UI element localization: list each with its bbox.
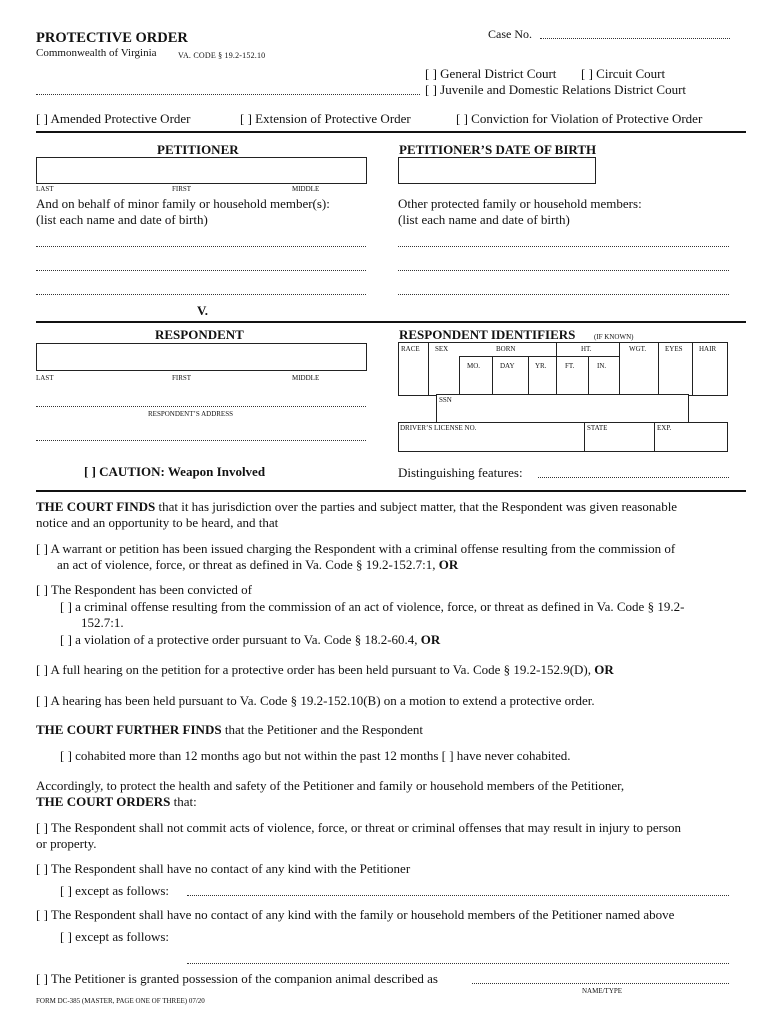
sex-col: SEX [435, 345, 449, 353]
mo-col: MO. [467, 362, 481, 370]
finding-warrant[interactable]: [ ] A warrant or petition has been issued charging the Respondent with a criminal offense resulting from the commission of [36, 541, 676, 556]
versus-label: V. [197, 303, 208, 318]
divider [36, 490, 746, 492]
order-except-petitioner[interactable]: [ ] except as follows: [60, 883, 170, 898]
finding-conviction-violation[interactable]: [ ] a violation of a protective order pursuant to Va. Code § 18.2-60.4, OR [60, 632, 441, 647]
distinguishing-features-label: Distinguishing features: [398, 465, 523, 480]
table-rule [459, 356, 619, 357]
ssn-label: SSN [439, 396, 452, 404]
other-member-line[interactable] [398, 294, 729, 295]
divider [36, 131, 746, 133]
distinguishing-features-field[interactable] [538, 477, 729, 478]
table-rule [619, 342, 620, 395]
order-companion-animal[interactable]: [ ] The Petitioner is granted possession of the companion animal described as [36, 971, 438, 986]
court-further-finds: THE COURT FURTHER FINDS that the Petitioner and the Respondent [36, 722, 424, 737]
companion-animal-field[interactable] [472, 983, 729, 984]
petitioner-last-label: LAST [36, 185, 54, 193]
court-circuit[interactable]: [ ] Circuit Court [581, 66, 666, 81]
jurisdiction-label: Commonwealth of Virginia [36, 47, 157, 59]
finding-warrant-2: an act of violence, force, or threat as defined in Va. Code § 19.2-152.7:1, OR [57, 557, 459, 572]
yr-col: YR. [535, 362, 547, 370]
table-rule [459, 356, 460, 395]
minor-member-line[interactable] [36, 270, 366, 271]
respondent-middle-label: MIDDLE [292, 374, 320, 382]
table-rule [588, 356, 589, 395]
order-no-contact-petitioner[interactable]: [ ] The Respondent shall have no contact of any kind with the Petitioner [36, 861, 411, 876]
state-label: STATE [587, 424, 608, 432]
court-finds-intro: THE COURT FINDS that it has jurisdiction over the parties and subject matter, that the Respondent was given reasonable [36, 499, 678, 514]
order-except-family[interactable]: [ ] except as follows: [60, 929, 170, 944]
name-type-label: NAME/TYPE [582, 987, 623, 995]
case-no-label: Case No. [488, 27, 532, 41]
table-rule [528, 356, 529, 395]
finding-conviction-offense[interactable]: [ ] a criminal offense resulting from the commission of an act of violence, force, or threat as defined in Va. Code § 19.2- [60, 599, 685, 614]
minor-member-line[interactable] [36, 294, 366, 295]
petitioner-name-field[interactable] [36, 157, 367, 184]
born-col: BORN [496, 345, 516, 353]
table-rule [692, 342, 693, 395]
table-rule [556, 342, 557, 395]
form-title: PROTECTIVE ORDER [36, 30, 188, 46]
respondent-address-label: RESPONDENT’S ADDRESS [148, 410, 233, 418]
case-no-field[interactable] [540, 38, 730, 39]
court-general-district[interactable]: [ ] General District Court [425, 66, 557, 81]
court-orders-heading: THE COURT ORDERS that: [36, 794, 197, 809]
table-rule [492, 356, 493, 395]
day-col: DAY [500, 362, 515, 370]
petitioner-first-label: FIRST [172, 185, 192, 193]
petitioner-dob-field[interactable] [398, 157, 596, 184]
in-col: IN. [597, 362, 607, 370]
table-rule [428, 342, 429, 395]
ht-col: HT. [581, 345, 592, 353]
table-rule [658, 342, 659, 395]
wgt-col: WGT. [629, 345, 647, 353]
exp-label: EXP. [657, 424, 672, 432]
if-known-label: (IF KNOWN) [594, 333, 634, 341]
va-code-ref: VA. CODE § 19.2-152.10 [178, 51, 266, 60]
respondent-last-label: LAST [36, 374, 54, 382]
form-footer: FORM DC-385 (MASTER, PAGE ONE OF THREE) 07/20 [36, 997, 205, 1005]
other-members-sublabel: (list each name and date of birth) [398, 212, 570, 227]
finding-extension-hearing[interactable]: [ ] A hearing has been held pursuant to Va. Code § 19.2-152.10(B) on a motion to extend a protective order. [36, 693, 595, 708]
minor-member-line[interactable] [36, 246, 366, 247]
court-finds-intro-2: notice and an opportunity to be heard, and that [36, 515, 279, 530]
minor-members-label: And on behalf of minor family or household member(s): [36, 196, 330, 211]
table-rule [654, 422, 655, 451]
finding-full-hearing[interactable]: [ ] A full hearing on the petition for a protective order has been held pursuant to Va. Code § 19.2-152.9(D), OR [36, 662, 614, 677]
except-petitioner-field[interactable] [187, 895, 729, 896]
respondent-address-field-2[interactable] [36, 440, 366, 441]
court-name-field[interactable] [36, 94, 420, 95]
hair-col: HAIR [699, 345, 717, 353]
except-family-field[interactable] [187, 963, 729, 964]
extension-order-option[interactable]: [ ] Extension of Protective Order [240, 111, 411, 126]
respondent-identifiers-heading: RESPONDENT IDENTIFIERS [399, 327, 576, 342]
minor-members-sublabel: (list each name and date of birth) [36, 212, 208, 227]
divider [36, 321, 746, 323]
respondent-address-field[interactable] [36, 406, 366, 407]
finding-convicted[interactable]: [ ] The Respondent has been convicted of [36, 582, 252, 597]
ft-col: FT. [565, 362, 575, 370]
petitioner-dob-heading: PETITIONER’S DATE OF BIRTH [399, 142, 597, 157]
weapon-caution[interactable]: [ ] CAUTION: Weapon Involved [84, 464, 266, 479]
accordingly-text: Accordingly, to protect the health and safety of the Petitioner and family or household members of the Petitioner, [36, 778, 625, 793]
finding-conviction-offense-2: 152.7:1. [81, 615, 124, 630]
other-member-line[interactable] [398, 270, 729, 271]
conviction-order-option[interactable]: [ ] Conviction for Violation of Protective Order [456, 111, 703, 126]
respondent-first-label: FIRST [172, 374, 192, 382]
petitioner-heading: PETITIONER [157, 142, 239, 157]
amended-order-option[interactable]: [ ] Amended Protective Order [36, 111, 191, 126]
dl-label: DRIVER’S LICENSE NO. [400, 424, 477, 432]
order-no-contact-family[interactable]: [ ] The Respondent shall have no contact of any kind with the family or household members of the Petitioner named above [36, 907, 675, 922]
court-jdr[interactable]: [ ] Juvenile and Domestic Relations District Court [425, 82, 687, 97]
table-rule [584, 422, 585, 451]
other-members-label: Other protected family or household members: [398, 196, 642, 211]
petitioner-middle-label: MIDDLE [292, 185, 320, 193]
respondent-heading: RESPONDENT [155, 327, 244, 342]
eyes-col: EYES [665, 345, 683, 353]
cohabitation-options[interactable]: [ ] cohabited more than 12 months ago but not within the past 12 months [ ] have never cohabited. [60, 748, 571, 763]
order-no-violence[interactable]: [ ] The Respondent shall not commit acts of violence, force, or threat or criminal offenses that may result in injury to person [36, 820, 682, 835]
race-col: RACE [401, 345, 420, 353]
respondent-name-field[interactable] [36, 343, 367, 371]
other-member-line[interactable] [398, 246, 729, 247]
ssn-field[interactable] [436, 394, 689, 424]
order-no-violence-2: or property. [36, 836, 97, 851]
